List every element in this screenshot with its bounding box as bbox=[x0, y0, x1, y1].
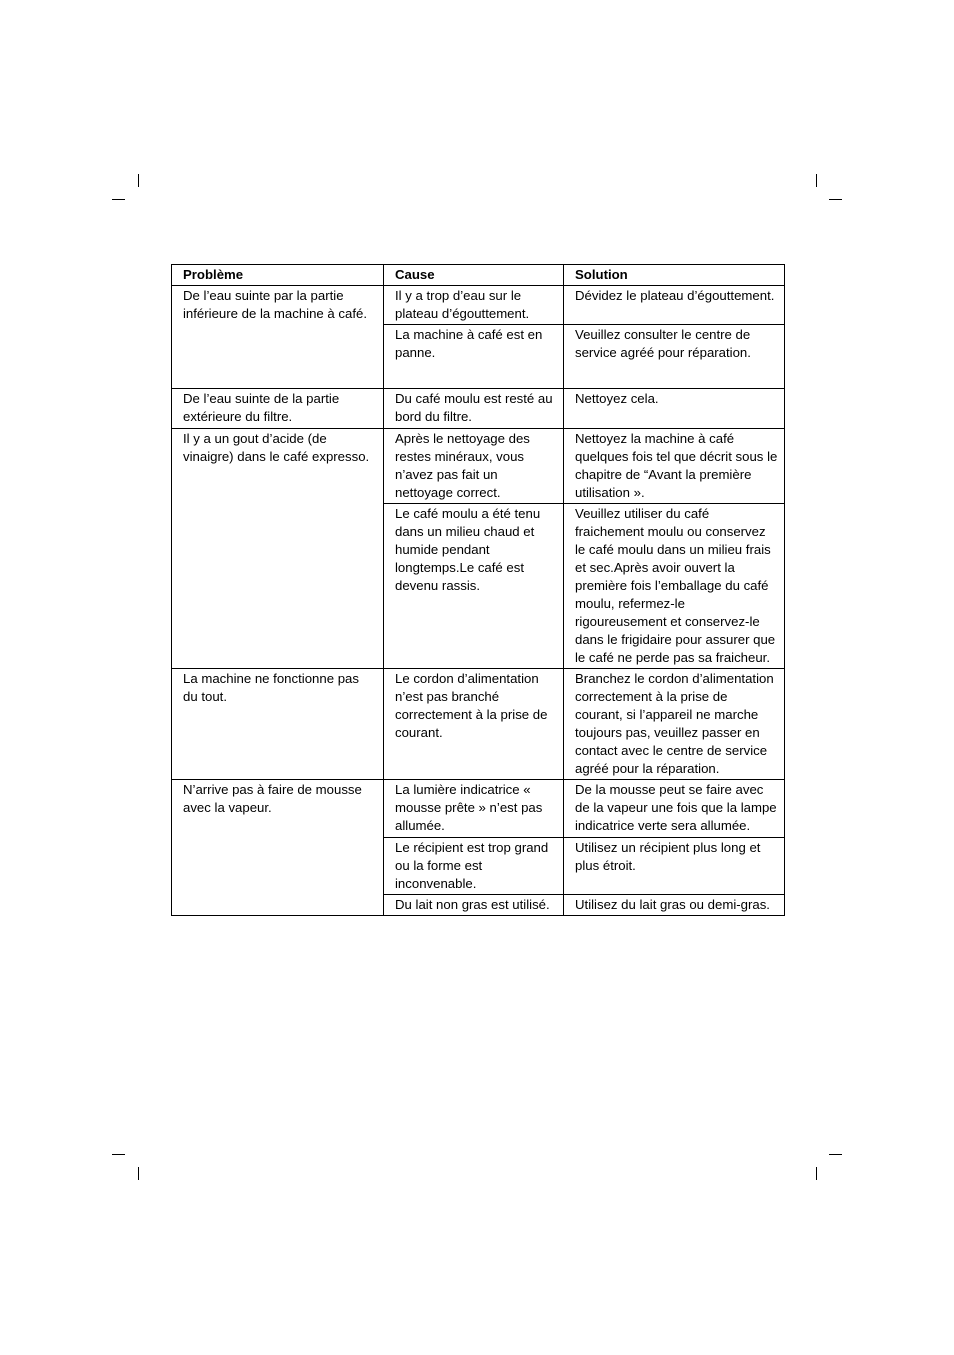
cause-cell: La lumière indicatrice « mousse prête » n’est pas allumée. bbox=[384, 780, 564, 838]
cause-cell: Du café moulu est resté au bord du filtre. bbox=[384, 389, 564, 429]
solution-cell: Nettoyez cela. bbox=[564, 389, 785, 429]
cause-cell: Le café moulu a été tenu dans un milieu chaud et humide pendant longtemps.Le café est devenu rassis. bbox=[384, 504, 564, 669]
crop-mark bbox=[138, 174, 139, 187]
solution-cell: Utilisez du lait gras ou demi-gras. bbox=[564, 895, 785, 916]
table-row bbox=[172, 669, 785, 780]
problem-cell: La machine ne fonctionne pas du tout. bbox=[172, 669, 384, 780]
cause-cell: Après le nettoyage des restes minéraux, vous n’avez pas fait un nettoyage correct. bbox=[384, 429, 564, 504]
header-problem: Problème bbox=[172, 265, 384, 286]
crop-mark bbox=[829, 1154, 842, 1155]
cause-cell: Du lait non gras est utilisé. bbox=[384, 895, 564, 916]
solution-cell: Dévidez le plateau d’égouttement. bbox=[564, 286, 785, 325]
crop-mark bbox=[112, 199, 125, 200]
crop-mark bbox=[112, 1154, 125, 1155]
crop-mark bbox=[829, 199, 842, 200]
header-cause: Cause bbox=[384, 265, 564, 286]
crop-mark bbox=[138, 1167, 139, 1180]
crop-mark bbox=[816, 1167, 817, 1180]
table-row bbox=[172, 780, 785, 838]
solution-cell: Branchez le cordon d’alimentation correctement à la prise de courant, si l’appareil ne marche toujours pas, veuillez passer en contact avec le centre de service agréé pour la réparation. bbox=[564, 669, 785, 780]
table-header-row bbox=[172, 265, 785, 286]
solution-cell: Veuillez utiliser du café fraichement moulu ou conservez le café moulu dans un milieu frais et sec.Après avoir ouvert la première fois l’emballage du café moulu, refermez-le rigoureusement et conservez-le dans le frigidaire pour assurer que le café ne perde pas sa fraicheur. bbox=[564, 504, 785, 669]
problem-cell: Il y a un gout d’acide (de vinaigre) dans le café expresso. bbox=[172, 429, 384, 669]
problem-cell: De l’eau suinte par la partie inférieure de la machine à café. bbox=[172, 286, 384, 389]
table-row bbox=[172, 286, 785, 325]
problem-cell: N’arrive pas à faire de mousse avec la vapeur. bbox=[172, 780, 384, 916]
crop-mark bbox=[816, 174, 817, 187]
cause-cell: La machine à café est en panne. bbox=[384, 325, 564, 389]
cause-cell: Le récipient est trop grand ou la forme est inconvenable. bbox=[384, 838, 564, 895]
solution-cell: Utilisez un récipient plus long et plus étroit. bbox=[564, 838, 785, 895]
solution-cell: Veuillez consulter le centre de service agréé pour réparation. bbox=[564, 325, 785, 389]
solution-cell: Nettoyez la machine à café quelques fois tel que décrit sous le chapitre de “Avant la première utilisation ». bbox=[564, 429, 785, 504]
cause-cell: Il y a trop d’eau sur le plateau d’égouttement. bbox=[384, 286, 564, 325]
problem-cell: De l’eau suinte de la partie extérieure du filtre. bbox=[172, 389, 384, 429]
troubleshooting-table bbox=[171, 264, 785, 916]
table-row bbox=[172, 389, 785, 429]
cause-cell: Le cordon d’alimentation n’est pas branché correctement à la prise de courant. bbox=[384, 669, 564, 780]
solution-cell: De la mousse peut se faire avec de la vapeur une fois que la lampe indicatrice verte sera allumée. bbox=[564, 780, 785, 838]
table-row bbox=[172, 429, 785, 504]
header-solution: Solution bbox=[564, 265, 785, 286]
